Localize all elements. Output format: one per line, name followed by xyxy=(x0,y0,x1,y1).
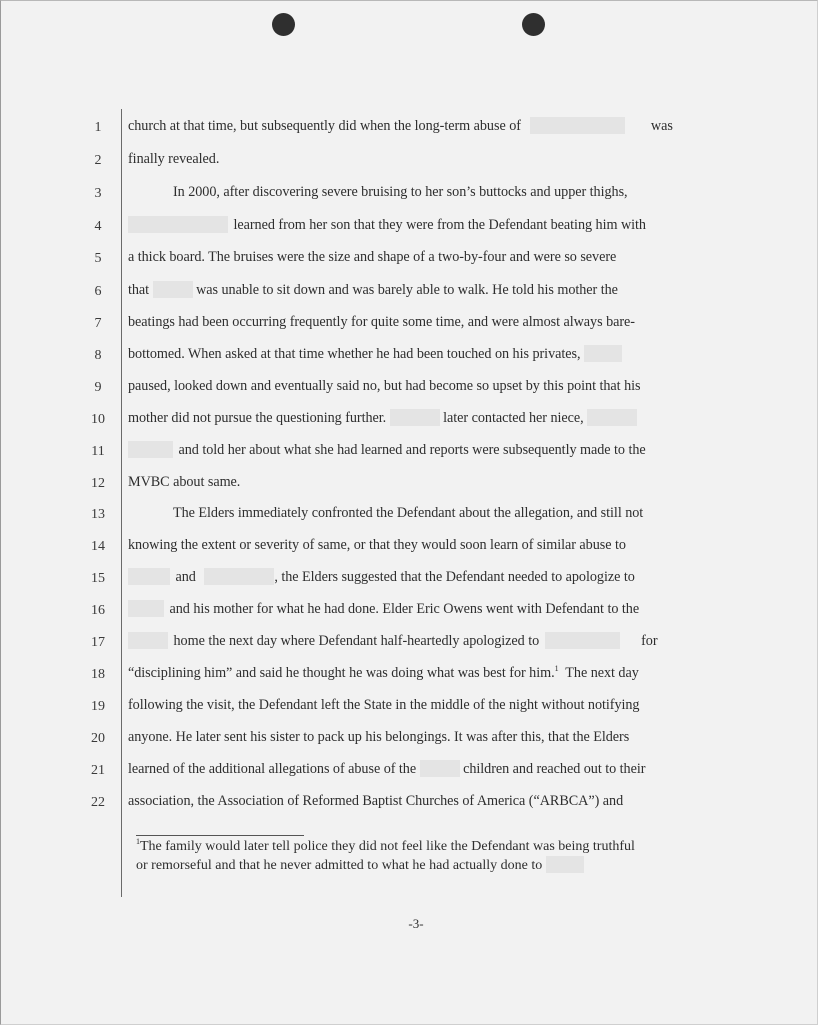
line-number: 15 xyxy=(91,571,105,586)
redaction-box xyxy=(128,216,228,233)
text-line xyxy=(128,313,688,331)
redaction-box xyxy=(128,441,173,458)
binder-hole-right xyxy=(522,13,545,36)
redaction-box xyxy=(530,117,625,134)
text-segment: was xyxy=(650,118,673,134)
text-segment: home the next day where Defendant half-heartedly apologized to xyxy=(173,633,540,649)
text-segment: following the visit, the Defendant left the State in the middle of the night without notifying xyxy=(128,697,640,713)
footnote-text: or remorseful and that he never admitted to what he had actually done to xyxy=(136,858,543,873)
text-segment: The Elders immediately confronted the Defendant about the allegation, and still not xyxy=(173,505,644,521)
footnote-line xyxy=(136,856,696,875)
redaction-box xyxy=(128,632,168,649)
text-segment: and xyxy=(175,569,196,585)
footnote-marker: 1 xyxy=(136,837,140,846)
line-number: 1 xyxy=(94,120,102,135)
text-line xyxy=(128,600,688,618)
text-line xyxy=(128,664,688,682)
text-segment: later contacted her niece, xyxy=(443,410,584,426)
text-segment: and told her about what she had learned and reports were subsequently made to the xyxy=(178,442,646,458)
text-line xyxy=(128,248,688,266)
text-segment: a thick board. The bruises were the size and shape of a two-by-four and were so severe xyxy=(128,249,617,265)
footnote-text: The family would later tell police they did not feel like the Defendant was being truthful xyxy=(140,839,635,854)
text-line xyxy=(128,536,688,554)
text-segment: bottomed. When asked at that time whether he had been touched on his privates, xyxy=(128,346,581,362)
redaction-box xyxy=(420,760,460,777)
text-line xyxy=(128,728,688,746)
line-number: 5 xyxy=(94,251,102,266)
text-segment: The next day xyxy=(558,665,639,681)
text-segment: was unable to sit down and was barely able to walk. He told his mother the xyxy=(196,282,618,298)
line-number: 3 xyxy=(94,186,102,201)
line-number: 8 xyxy=(94,348,102,363)
line-number: 17 xyxy=(91,635,105,650)
line-number: 2 xyxy=(94,153,102,168)
text-segment: association, the Association of Reformed Baptist Churches of America (“ARBCA”) and xyxy=(128,793,624,809)
text-segment: MVBC about same. xyxy=(128,474,241,490)
redaction-box xyxy=(545,632,620,649)
footnote-separator xyxy=(136,835,304,836)
line-number: 12 xyxy=(91,476,105,491)
line-number: 16 xyxy=(91,603,105,618)
text-segment: paused, looked down and eventually said no, but had become so upset by this point that his xyxy=(128,378,641,394)
text-line xyxy=(128,696,688,714)
text-segment: , the Elders suggested that the Defendant needed to apologize to xyxy=(274,569,635,585)
redaction-box xyxy=(584,345,622,362)
redaction-box xyxy=(204,568,274,585)
line-number: 13 xyxy=(91,507,105,522)
redaction-box xyxy=(390,409,440,426)
footnote-line xyxy=(136,838,696,856)
line-number: 9 xyxy=(94,380,102,395)
text-line xyxy=(128,409,688,427)
text-line xyxy=(128,473,688,491)
line-number: 10 xyxy=(91,412,105,427)
page-number: -3- xyxy=(408,916,424,931)
text-line xyxy=(128,150,688,168)
text-line xyxy=(128,345,688,363)
line-number: 14 xyxy=(91,539,105,554)
text-segment: learned from her son that they were from the Defendant beating him with xyxy=(233,217,646,233)
text-line xyxy=(128,792,688,810)
text-line xyxy=(128,760,688,778)
text-segment: for xyxy=(641,633,658,649)
line-number: 22 xyxy=(91,795,105,810)
text-segment: mother did not pursue the questioning further. xyxy=(128,410,387,426)
redaction-box xyxy=(546,856,584,873)
text-segment: children and reached out to their xyxy=(463,761,646,777)
binder-hole-left xyxy=(272,13,295,36)
text-line xyxy=(128,632,688,650)
text-segment: In 2000, after discovering severe bruising to her son’s buttocks and upper thighs, xyxy=(173,184,628,200)
left-margin-rule xyxy=(121,109,122,897)
text-segment: “disciplining him” and said he thought he was doing what was best for him. xyxy=(128,665,555,681)
text-line xyxy=(128,183,688,201)
text-line xyxy=(128,216,688,234)
line-number: 4 xyxy=(94,219,102,234)
footnote-reference[interactable]: 1 xyxy=(554,664,559,673)
redaction-box xyxy=(153,281,193,298)
line-number: 19 xyxy=(91,699,105,714)
text-line xyxy=(128,117,688,135)
line-number: 21 xyxy=(91,763,105,778)
text-segment: church at that time, but subsequently did when the long-term abuse of xyxy=(128,118,521,134)
text-segment: learned of the additional allegations of abuse of the xyxy=(128,761,417,777)
line-number: 11 xyxy=(91,444,105,459)
text-line xyxy=(128,504,688,522)
redaction-box xyxy=(587,409,637,426)
text-line xyxy=(128,281,688,299)
text-segment: anyone. He later sent his sister to pack up his belongings. It was after this, that the Elders xyxy=(128,729,630,745)
redaction-box xyxy=(128,600,164,617)
text-segment: finally revealed. xyxy=(128,151,220,167)
line-number: 20 xyxy=(91,731,105,746)
text-line xyxy=(128,568,688,586)
text-segment: that xyxy=(128,282,150,298)
text-line xyxy=(128,441,688,459)
text-segment: knowing the extent or severity of same, or that they would soon learn of similar abuse to xyxy=(128,537,626,553)
text-line xyxy=(128,377,688,395)
text-segment: beatings had been occurring frequently for quite some time, and were almost always bare- xyxy=(128,314,635,330)
line-number: 6 xyxy=(94,284,102,299)
line-number: 18 xyxy=(91,667,105,682)
text-segment: and his mother for what he had done. Elder Eric Owens went with Defendant to the xyxy=(169,601,640,617)
redaction-box xyxy=(128,568,170,585)
line-number: 7 xyxy=(94,316,102,331)
